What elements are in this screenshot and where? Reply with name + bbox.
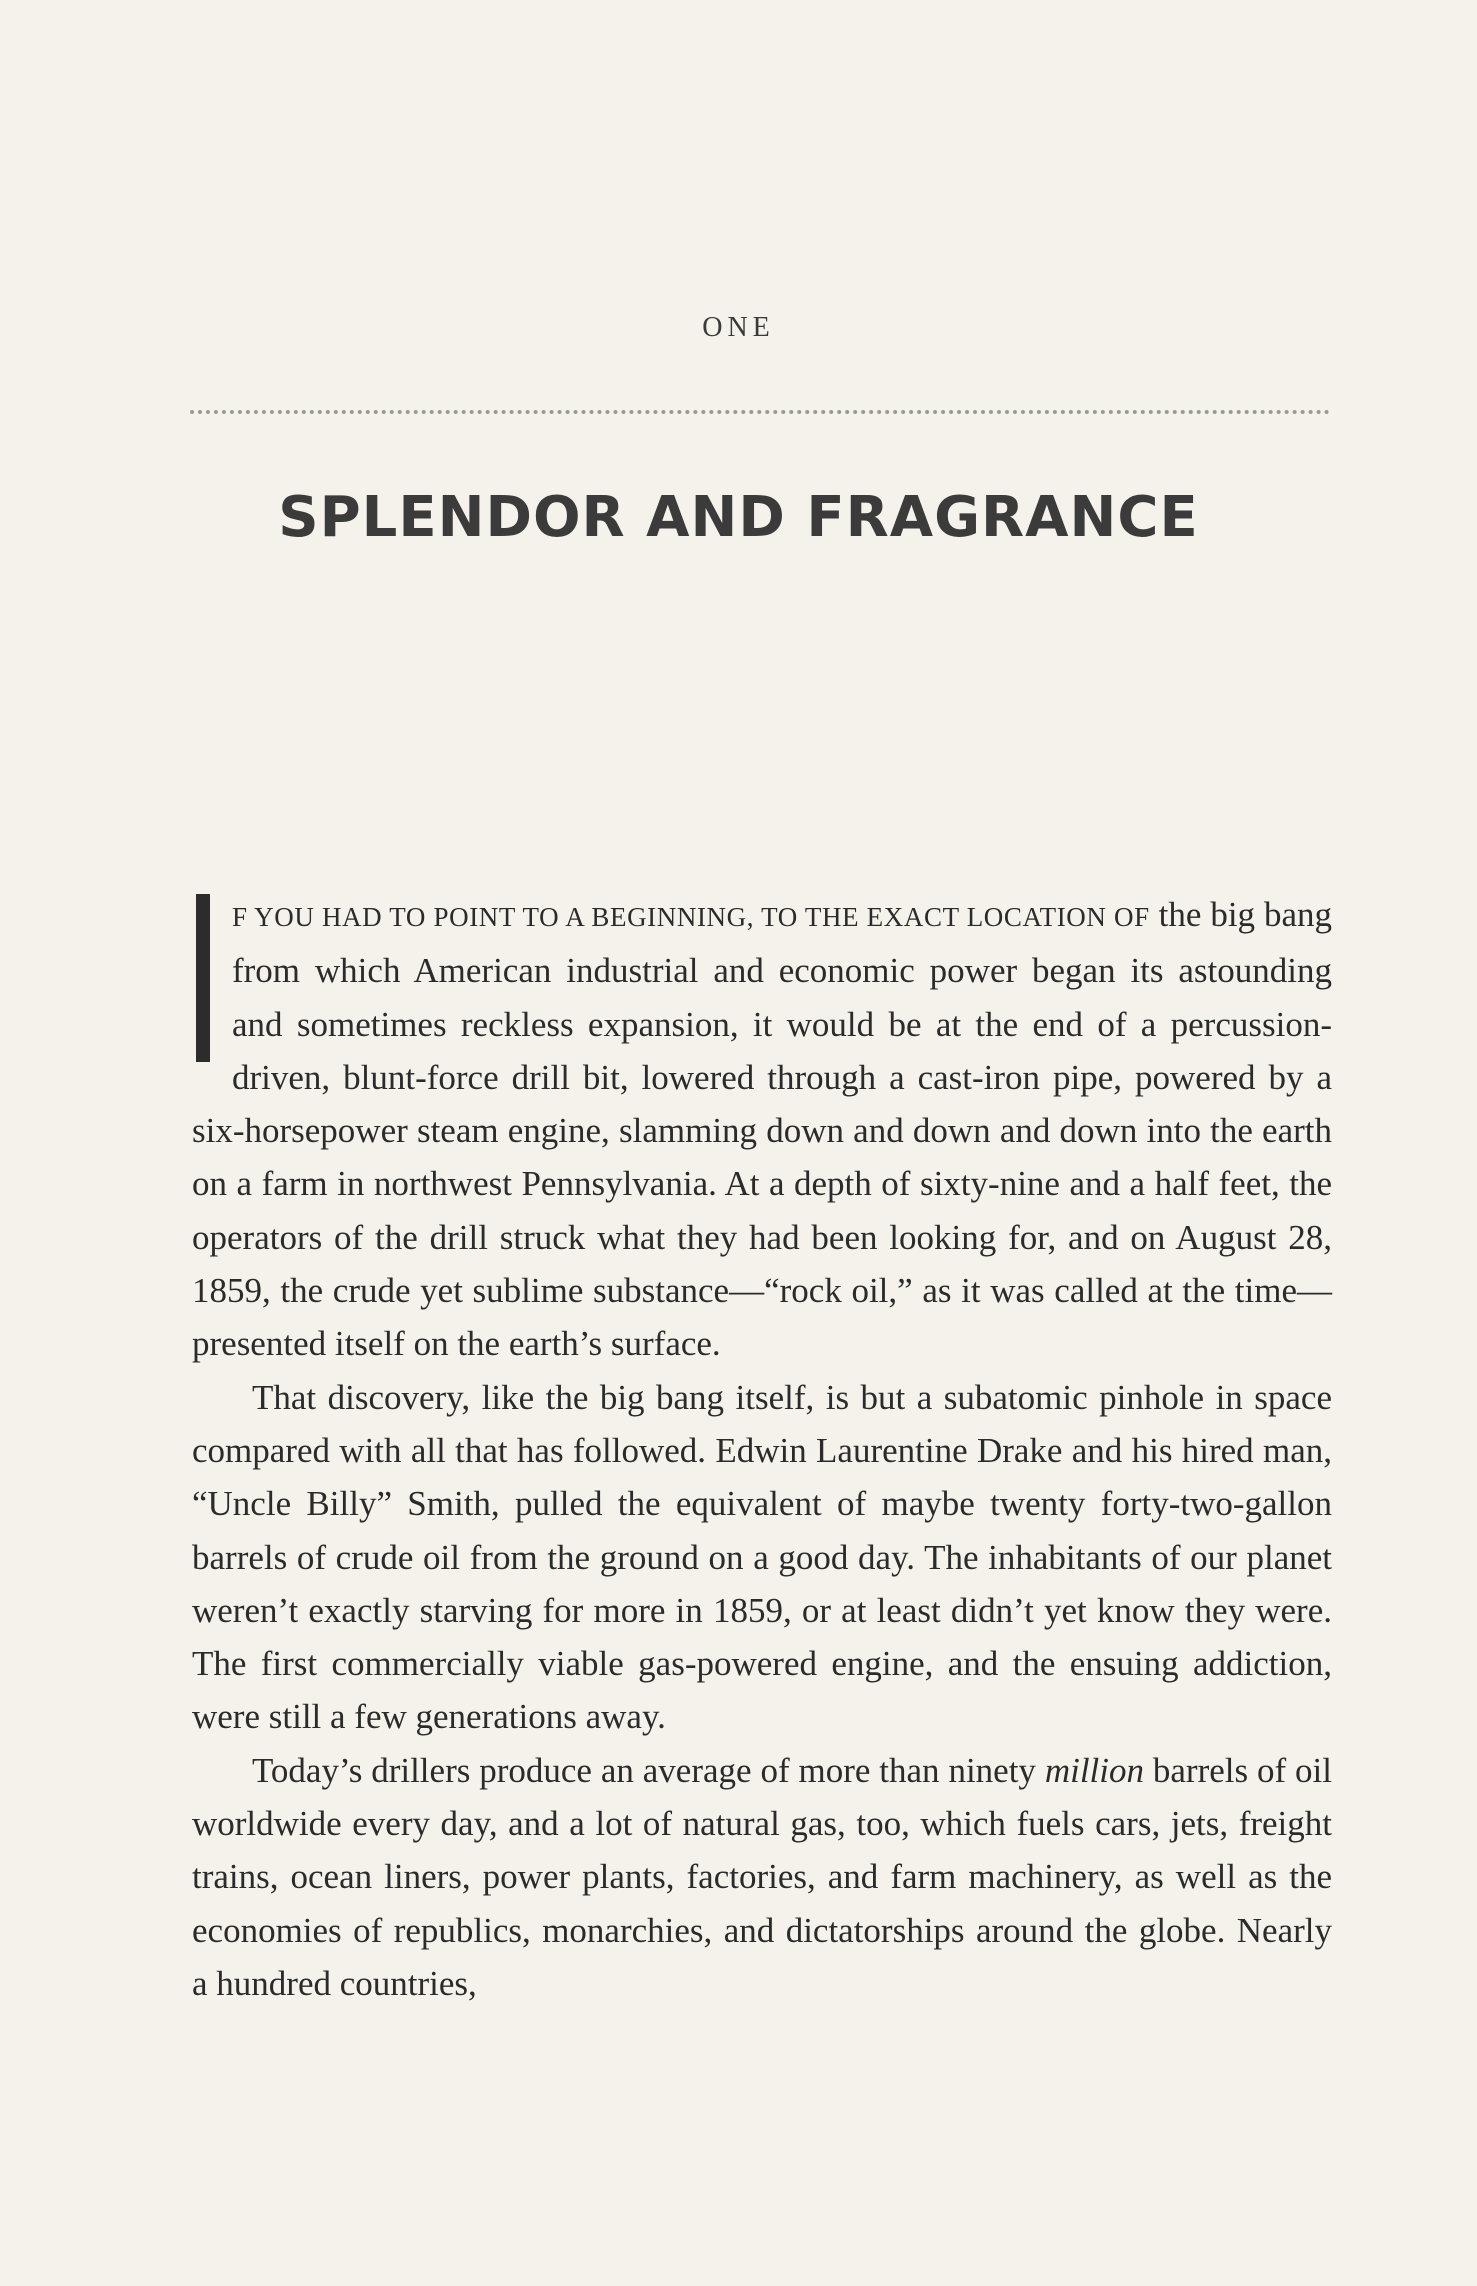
dotted-divider [190, 410, 1330, 414]
chapter-title: SPLENDOR AND FRAGRANCE [278, 485, 1199, 550]
paragraph-1-text: the big bang from which American industrial and economic power began its astounding and sometimes reckless expansion, it would be at the end of a percussion-driven, blunt-force drill bit, lowered through a cast-iron pipe, powered by a six-horsepower steam engine, slamming down and down and down into the earth on a farm in northwest Pennsylvania. At a depth of sixty-nine and a half feet, the operators of the drill struck what they had been looking for, and on August 28, 1859, the crude yet sublime substance—“rock oil,” as it was called at the time—presented itself on the earth’s surface. [192, 895, 1332, 1364]
drop-cap-bar [196, 894, 210, 1062]
paragraph-3-after: barrels of oil worldwide every day, and a lot of natural gas, too, which fuels cars, jets, freight trains, ocean liners, power plants, factories, and farm machinery, as well as the economies of republics, monarchies, and dictatorships around the globe. Nearly a hundred countries, [192, 1750, 1332, 2003]
paragraph-1 [192, 888, 1332, 1371]
paragraph-3 [192, 1744, 1332, 2010]
paragraph-3-before: Today’s drillers produce an average of more than ninety [252, 1750, 1045, 1790]
body-text [192, 888, 1332, 2010]
lead-in-text: F YOU HAD TO POINT TO A BEGINNING, TO THE EXACT LOCATION OF [232, 902, 1150, 932]
chapter-number: ONE [702, 312, 775, 343]
paragraph-2: That discovery, like the big bang itself, is but a subatomic pinhole in space compared with all that has followed. Edwin Laurentine Drake and his hired man, “Uncle Billy” Smith, pulled the equivalent of maybe twenty forty-two-gallon barrels of crude oil from the ground on a good day. The inhabitants of our planet weren’t exactly starving for more in 1859, or at least didn’t yet know they were. The first commercially viable gas-powered engine, and the ensuing addiction, were still a few generations away. [192, 1377, 1332, 1737]
emphasis-million: million [1044, 1750, 1144, 1790]
opening-small-caps [232, 902, 1150, 932]
